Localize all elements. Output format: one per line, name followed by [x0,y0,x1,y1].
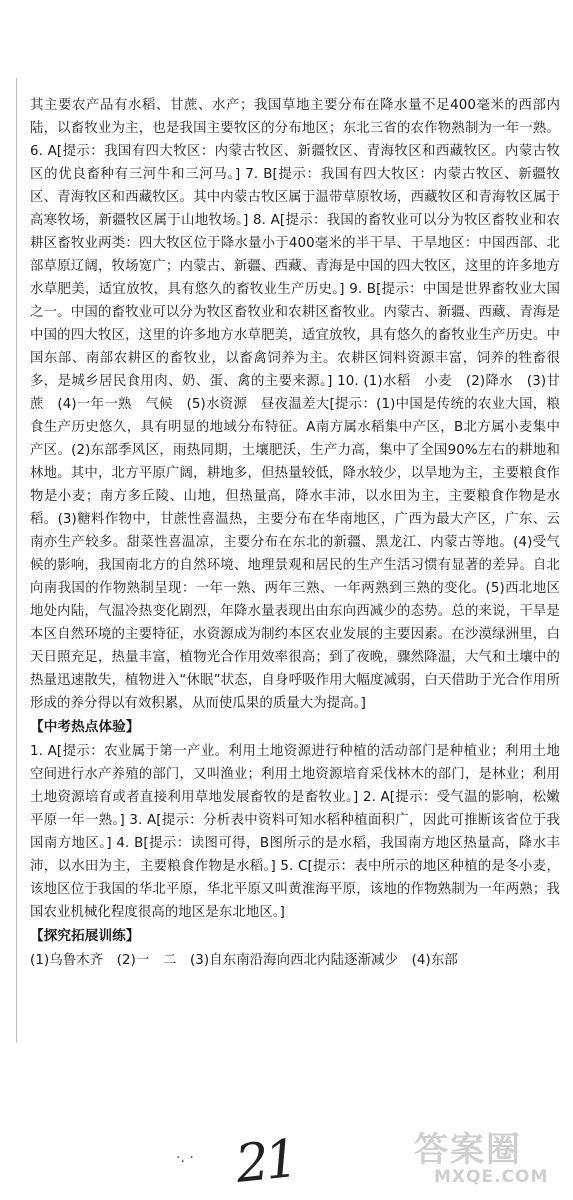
pen-marks: ·. · [176,1150,194,1166]
section-title-extension-training: 【探究拓展训练】 [30,928,140,944]
answer-paragraph-3: (1)乌鲁木齐 (2)一 二 (3)自东南沿海向西北内陆逐渐减少 (4)东部 [30,953,458,968]
answer-paragraph-1: 其主要农产品有水稻、甘蔗、水产；我国草地主要分布在降水量不足400毫米的西部内陆，以畜牧业为主，也是我国主要牧区的分布地区；东北三省的农作物熟制为一年一熟。 6. A[提示：我国有四大牧区：内蒙古牧区、新疆牧区、青海牧区和西藏牧区。内蒙古牧区的优良畜种有三河牛和三河马。] 7. B[提示：我国有四大牧区：内蒙古牧区、新疆牧区、青海牧区和西藏牧区。其中内蒙古牧区属于温带草原牧场，西藏牧区和青海牧区属于高寒牧场，新疆牧区属于山地牧场。] 8. A[提示：我国的畜牧业可以分为牧区畜牧业和农耕区畜牧业两类：四大牧区位于降水量小于400毫米的半干旱、干旱地区：中国西部、北部草原辽阔，牧场宽广；内蒙古、新疆、西藏、青海是中国的四大牧区，这里的许多地方水草肥美，适宜放牧，具有悠久的畜牧业生产历史。] 9. B[提示：中国是世界畜牧业大国之一。中国的畜牧业可以分为牧区畜牧业和农耕区畜牧业。内蒙古、新疆、西藏、青海是中国的四大牧区，这里的许多地方水草肥美，适宜放牧，具有悠久的畜牧业生产历史。中国东部、南部农耕区的畜牧业，以畜禽饲养为主。农耕区饲料资源丰富，饲养的牲畜很多，是城乡居民食用肉、奶、蛋、禽的主要来源。] 10. (1)水稻 小麦 (2)降水 (3)甘蔗 (4)一年一熟 气候 (5)水资源 昼夜温差大[提示：(1)中国是传统的农业大国，粮食生产历史悠久，具有明显的地域分布特征。A南方属水稻集中产区，B北方属小麦集中产区。(2)东部季风区，雨热同期，土壤肥沃，生产力高，集中了全国90%左右的耕地和林地。其中，北方平原广阔，耕地多，但热量较低，降水较少，以旱地为主，主要粮食作物是小麦；南方多丘陵、山地，但热量高，降水丰沛，以水田为主，主要粮食作物是水稻。(3)糖料作物中，甘蔗性喜温热，主要分布在华南地区，广西为最大产区，广东、云南亦生产较多。甜菜性喜温凉，主要分布在东北的新疆、黑龙江、内蒙古等地。(4)受气候的影响，我国南北方的自然环境、地理景观和居民的生产生活习惯有显著的差异。自北向南我国的作物熟制呈现：一年一熟、两年三熟、一年两熟到三熟的变化。(5)西北地区地处内陆，气温冷热变化剧烈，年降水量表现出由东向西减少的态势。总的来说，干旱是本区自然环境的主要特征，水资源成为制约本区农业发展的主要因素。在沙漠绿洲里，白天日照充足，热量丰富，植物光合作用效率很高；到了夜晚，骤然降温，大气和土壤中的热量迅速散失，植物进入“休眠”状态，自身呼吸作用大幅度减弱，白天借助于光合作用所形成的养分得以有效积累，从而使瓜果的质量大为提高。] [30,98,560,711]
watermark-url: MXQE.COM [434,1167,549,1187]
section-title-exam-hotspots: 【中考热点体验】 [30,719,140,735]
answer-content [30,94,560,972]
handwritten-page-number: 21 [233,1129,298,1195]
left-margin-rule [16,78,17,1043]
watermark-title: 答案圈 [414,1130,522,1170]
answer-paragraph-2: 1. A[提示：农业属于第一产业。利用土地资源进行种植的活动部门是种植业；利用土地空间进行水产养殖的部门，又叫渔业；利用土地资源培育采伐林木的部门，是林业；利用土地资源培育或者直接利用草地发展畜牧的是畜牧业。] 2. A[提示：受气温的影响，松嫩平原一年一熟。] 3. A[提示：分析表中资料可知水稻种植面积广，因此可推断该省位于我国南方地区。] 4. B[提示：读图可得，B图所示的是水稻，我国南方地区热量高，降水丰沛，以水田为主，主要粮食作物是水稻。] 5. C[提示：表中所示的地区种植的是冬小麦，该地区位于我国的华北平原，华北平原又叫黄淮海平原，该地的作物熟制为一年两熟；我国农业机械化程度很高的地区是东北地区。] [30,744,560,920]
site-watermark [414,1132,564,1194]
